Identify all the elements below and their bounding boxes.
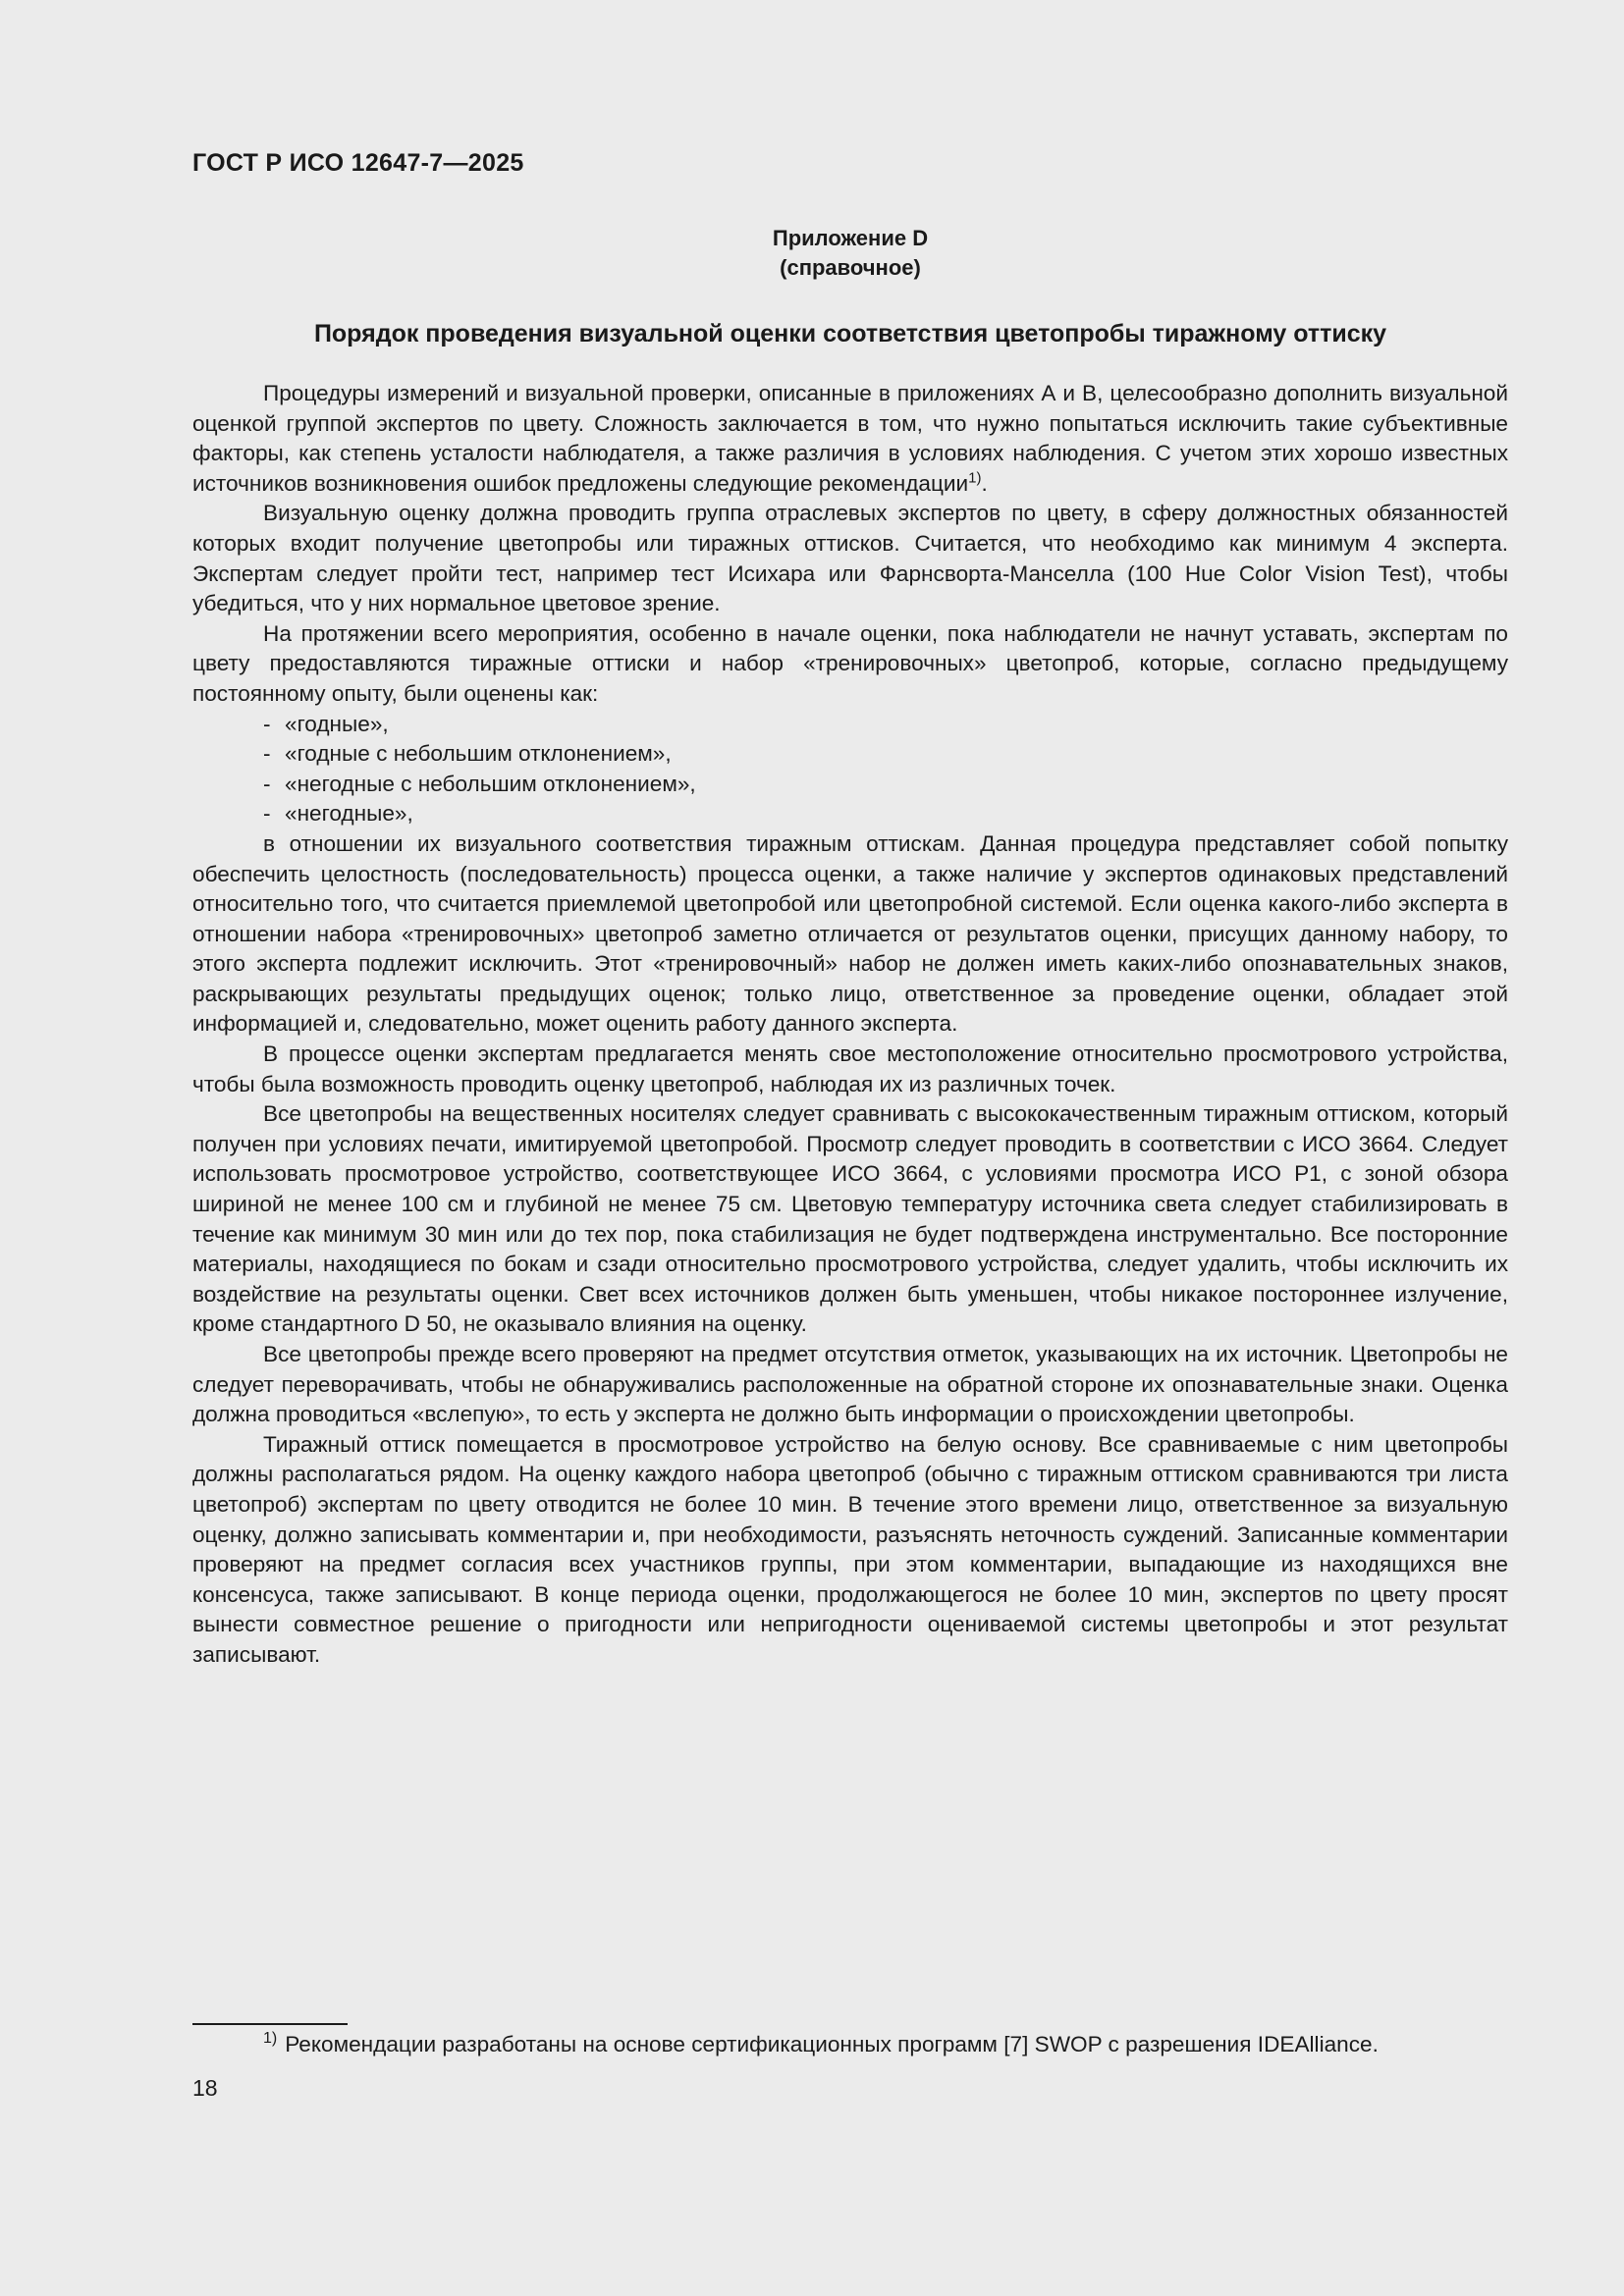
appendix-title: Приложение D [772, 226, 929, 250]
paragraph-7: Все цветопробы прежде всего проверяют на предмет отсутствия отметок, указывающих на их источник. Цветопробы не следует переворачивать, чтобы не обнаруживались расположенные на обратной стороне их опознавательные знаки. Оценка должна проводиться «вслепую», то есть у эксперта не должно быть информации о происхождении цветопробы. [192, 1342, 1508, 1427]
list-item-text: «годные с небольшим отклонением», [285, 741, 672, 767]
appendix-subtitle: (справочное) [780, 255, 921, 280]
list-item [192, 770, 1508, 800]
list-item [192, 710, 1508, 740]
footnote-text: Рекомендации разработаны на основе сертификационных программ [7] SWOP с разрешения IDEAlliance. [285, 2032, 1379, 2056]
list-item [192, 739, 1508, 770]
footnote-reference: 1) [968, 469, 982, 487]
standard-code-header: ГОСТ Р ИСО 12647-7—2025 [192, 149, 524, 177]
paragraph-5: В процессе оценки экспертам предлагается менять свое местоположение относительно просмотрового устройства, чтобы была возможность проводить оценку цветопроб, наблюдая их из различных точек. [192, 1041, 1508, 1096]
ratings-list [192, 710, 1508, 829]
footnote [263, 2030, 1540, 2059]
list-dash: - [263, 741, 271, 767]
appendix-heading [192, 224, 1508, 283]
list-item-text: «негодные», [285, 801, 413, 827]
paragraph-2: Визуальную оценку должна проводить группа отраслевых экспертов по цвету, в сферу должностных обязанностей которых входит получение цветопробы или тиражных оттисков. Считается, что необходимо как минимум 4 эксперта. Экспертам следует пройти тест, например тест Исихара или Фарнсворта-Манселла (100 Hue Color Vision Test), чтобы убедиться, что у них нормальное цветовое зрение. [192, 501, 1508, 616]
page-number: 18 [192, 2075, 218, 2101]
list-dash: - [263, 771, 271, 796]
footnote-marker: 1) [263, 2030, 278, 2048]
paragraph-6: Все цветопробы на вещественных носителях следует сравнивать с высококачественным тиражным оттиском, который получен при условиях печати, имитируемой цветопробой. Просмотр следует проводить в соответствии с ИСО 3664. Следует использовать просмотровое устройство, соответствующее ИСО 3664, с условиями просмотра ИСО P1, с зоной обзора шириной не менее 100 см и глубиной не менее 75 см. Цветовую температуру источника света следует стабилизировать в течение как минимум 30 мин или до тех пор, пока стабилизация не будет подтверждена инструментально. Все посторонние материалы, находящиеся по бокам и сзади относительно просмотрового устройства, следует удалить, чтобы исключить их воздействие на результаты оценки. Свет всех источников должен быть уменьшен, чтобы никакое постороннее излучение, кроме стандартного D 50, не оказывало влияния на оценку. [192, 1101, 1508, 1337]
paragraph-1-text: Процедуры измерений и визуальной проверки, описанные в приложениях А и В, целесообразно дополнить визуальной оценкой группой экспертов по цвету. Сложность заключается в том, что нужно попытаться исключить такие субъективные факторы, как степень усталости наблюдателя, а также различия в условиях наблюдения. С учетом этих хорошо известных источников возникновения ошибок предложены следующие рекомендации [192, 381, 1508, 496]
list-item-text: «негодные с небольшим отклонением», [285, 771, 696, 796]
list-dash: - [263, 801, 271, 827]
paragraph-4: в отношении их визуального соответствия тиражным оттискам. Данная процедура представляет собой попытку обеспечить целостность (последовательность) процесса оценки, а также наличие у экспертов одинаковых представлений относительно того, что считается приемлемой цветопробой или цветопробной системой. Если оценка какого-либо эксперта в отношении набора «тренировочных» цветопроб заметно отличается от результатов оценки, присущих данному набору, то этого эксперта подлежит исключить. Этот «тренировочный» набор не должен иметь каких-либо опознавательных знаков, раскрывающих результаты предыдущих оценок; только лицо, ответственное за проведение оценки, обладает этой информацией и, следовательно, может оценить работу данного эксперта. [192, 830, 1508, 1037]
footnote-divider [192, 2023, 348, 2025]
list-dash: - [263, 711, 271, 736]
paragraph-1 [192, 379, 1508, 499]
list-item [192, 799, 1508, 829]
paragraph-3: На протяжении всего мероприятия, особенно в начале оценки, пока наблюдатели не начнут уставать, экспертам по цвету предоставляются тиражные оттиски и набор «тренировочных» цветопроб, которые, согласно предыдущему постоянному опыту, были оценены как: [192, 620, 1508, 706]
paragraph-1-end: . [981, 470, 988, 496]
list-item-text: «годные», [285, 711, 389, 736]
section-title: Порядок проведения визуальной оценки соответствия цветопробы тиражному оттиску [313, 320, 1387, 347]
paragraph-8: Тиражный оттиск помещается в просмотровое устройство на белую основу. Все сравниваемые с ним цветопробы должны располагаться рядом. На оценку каждого набора цветопроб (обычно с тиражным оттиском сравниваются три листа цветопроб) экспертам по цвету отводится не более 10 мин. В течение этого времени лицо, ответственное за визуальную оценку, должно записывать комментарии и, при необходимости, разъяснять неточность суждений. Записанные комментарии проверяют на предмет согласия всех участников группы, при этом комментарии, выпадающие из находящихся вне консенсуса, также записывают. В конце периода оценки, продолжающегося не более 10 мин, экспертов по цвету просят вынести совместное решение о пригодности или непригодности оцениваемой системы цветопробы и этот результат записывают. [192, 1431, 1508, 1667]
body-text [192, 379, 1508, 1671]
